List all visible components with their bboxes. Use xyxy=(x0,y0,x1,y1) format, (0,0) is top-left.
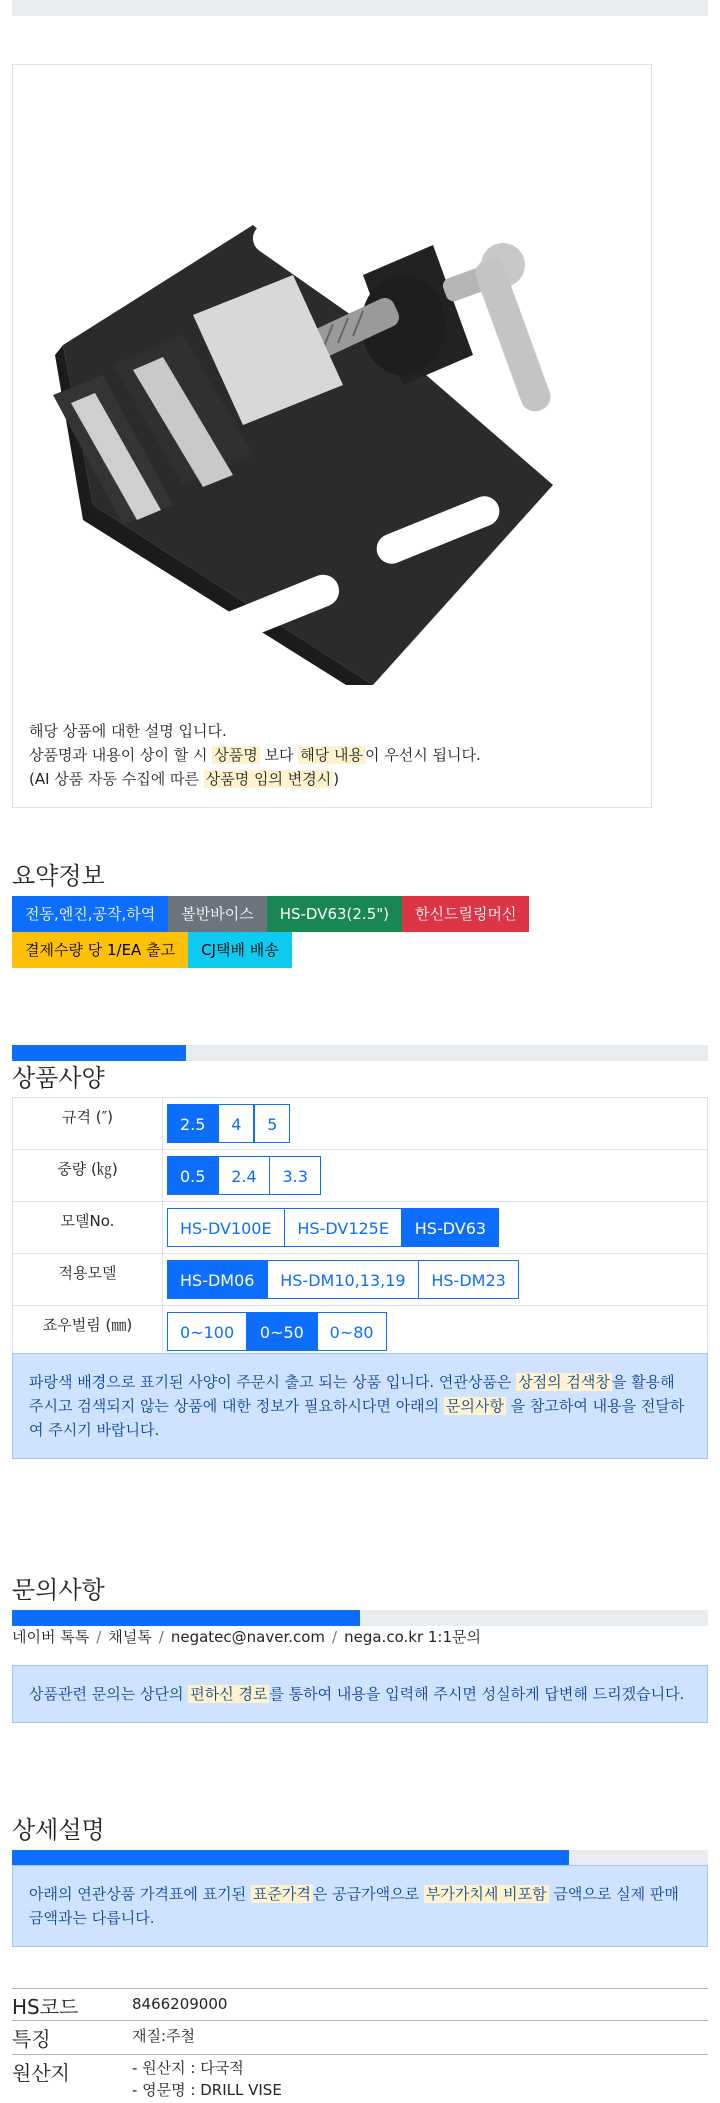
option-button[interactable]: 0~100 xyxy=(167,1312,247,1351)
spec-table xyxy=(12,1097,708,1358)
spec-row-jaw xyxy=(13,1306,708,1358)
info-row-feature xyxy=(12,2020,708,2054)
spec-alert: 파랑색 배경으로 표기된 사양이 주문시 출고 되는 상품 입니다. 연관상품은 상점의 검색창 을 활용해 주시고 검색되지 않는 상품에 대한 정보가 필요하시다면 아래의 문의사항 을 참고하여 내용을 전달하여 주시기 바랍니다. xyxy=(12,1353,708,1459)
highlight-standard-price: 표준가격 xyxy=(252,1885,311,1903)
option-button[interactable]: HS-DV100E xyxy=(167,1208,285,1247)
product-note xyxy=(29,719,481,791)
option-button[interactable]: 0.5 xyxy=(167,1156,218,1195)
spec-label: 적용모델 xyxy=(13,1254,163,1306)
option-button[interactable]: HS-DV63 xyxy=(402,1208,499,1247)
contact-channel-talk[interactable]: 채널톡 xyxy=(108,1628,152,1646)
info-value xyxy=(132,2057,282,2101)
spec-options xyxy=(163,1254,708,1306)
badge-delivery: CJ택배 배송 xyxy=(188,932,292,968)
product-image-box xyxy=(12,64,652,808)
spec-progress xyxy=(12,1045,708,1061)
info-value: 8466209000 xyxy=(132,1995,228,2013)
option-button[interactable]: 2.4 xyxy=(218,1156,269,1195)
spec-row-weight xyxy=(13,1150,708,1202)
info-row-hscode xyxy=(12,1988,708,2020)
highlight-product-name: 상품명 xyxy=(214,746,258,764)
summary-badges xyxy=(12,896,572,968)
spec-label: 죠우벌림 (㎜) xyxy=(13,1306,163,1358)
info-key: HS코드 xyxy=(12,1995,79,2019)
spec-label: 모델No. xyxy=(13,1202,163,1254)
highlight-vat: 부가가치세 비포함 xyxy=(425,1885,547,1903)
spec-row-size xyxy=(13,1098,708,1150)
highlight-inquiry: 문의사항 xyxy=(445,1397,504,1415)
highlight-content: 해당 내용 xyxy=(300,746,363,764)
contact-links: 네이버 톡톡 / 채널톡 / negatec@naver.com / nega.co.kr 1:1문의 xyxy=(12,1628,481,1646)
inquiry-progress xyxy=(12,1610,708,1626)
highlight-search: 상점의 검색창 xyxy=(518,1373,610,1391)
spec-row-model xyxy=(13,1202,708,1254)
inquiry-alert: 상품관련 문의는 상단의 편하신 경로 를 통하여 내용을 입력해 주시면 성실하게 답변해 드리겠습니다. xyxy=(12,1665,708,1723)
contact-site-inquiry[interactable]: nega.co.kr 1:1문의 xyxy=(344,1628,481,1646)
option-button[interactable]: HS-DM06 xyxy=(167,1260,267,1299)
summary-title: 요약정보 xyxy=(12,862,105,890)
option-button[interactable]: 4 xyxy=(218,1104,254,1143)
info-value: 재질:주철 xyxy=(132,2027,196,2045)
product-note-line1: 해당 상품에 대한 설명 입니다. xyxy=(29,722,227,740)
spec-label: 중량 (㎏) xyxy=(13,1150,163,1202)
option-button[interactable]: 0~50 xyxy=(247,1312,317,1351)
spec-options xyxy=(163,1098,708,1150)
option-button[interactable]: HS-DM23 xyxy=(418,1260,518,1299)
info-row-origin xyxy=(12,2054,708,2103)
inquiry-title: 문의사항 xyxy=(12,1576,105,1604)
spec-options xyxy=(163,1202,708,1254)
badge-model: HS-DV63(2.5") xyxy=(267,896,402,932)
option-button[interactable]: 5 xyxy=(254,1104,290,1143)
spec-options xyxy=(163,1306,708,1358)
info-key: 특징 xyxy=(12,2027,51,2051)
contact-email[interactable]: negatec@naver.com xyxy=(170,1628,326,1646)
badge-brand: 한신드릴링머신 xyxy=(402,896,529,932)
origin-line: - 원산지 : 다국적 xyxy=(132,2059,244,2077)
contact-naver-talk[interactable]: 네이버 톡톡 xyxy=(12,1628,90,1646)
details-title: 상세설명 xyxy=(12,1816,105,1844)
badge-type: 볼반바이스 xyxy=(168,896,266,932)
spec-title: 상품사양 xyxy=(12,1064,105,1092)
option-button[interactable]: 0~80 xyxy=(317,1312,387,1351)
highlight-route: 편하신 경로 xyxy=(190,1685,268,1703)
spec-label: 규격 (″) xyxy=(13,1098,163,1150)
product-note-line3: (AI 상품 자동 수집에 따른 상품명 임의 변경시 ) xyxy=(29,770,340,788)
spec-row-applicable xyxy=(13,1254,708,1306)
option-button[interactable]: HS-DV125E xyxy=(284,1208,402,1247)
top-bar xyxy=(12,0,708,16)
details-alert: 아래의 연관상품 가격표에 표기된 표준가격 은 공급가액으로 부가가치세 비포함 금액으로 실제 판매금액과는 다릅니다. xyxy=(12,1865,708,1947)
drill-vise-image xyxy=(33,125,633,685)
details-progress xyxy=(12,1850,708,1866)
option-button[interactable]: HS-DM10,13,19 xyxy=(267,1260,418,1299)
badge-quantity: 결제수량 당 1/EA 출고 xyxy=(12,932,188,968)
badge-category: 전동,엔진,공작,하역 xyxy=(12,896,168,932)
product-note-line2: 상품명과 내용이 상이 할 시 상품명 보다 해당 내용 이 우선시 됩니다. xyxy=(29,746,481,764)
spec-options xyxy=(163,1150,708,1202)
info-key: 원산지 xyxy=(12,2061,70,2085)
highlight-name-change: 상품명 임의 변경시 xyxy=(205,770,332,788)
option-button[interactable]: 3.3 xyxy=(269,1156,320,1195)
option-button[interactable]: 2.5 xyxy=(167,1104,218,1143)
english-name-line: - 영문명 : DRILL VISE xyxy=(132,2081,282,2099)
